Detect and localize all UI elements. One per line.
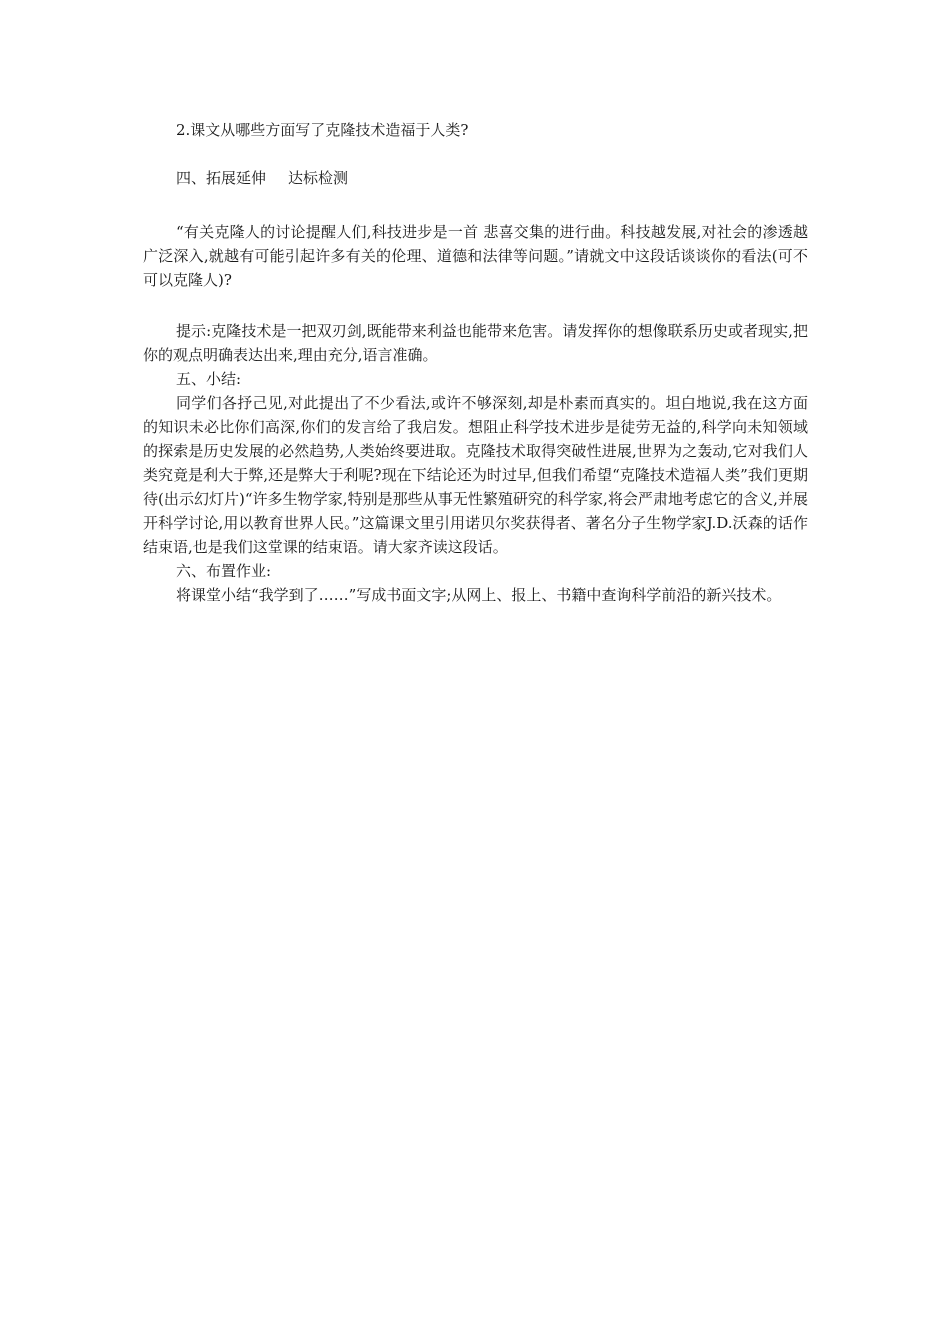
- section-5-heading: 五、小结:: [176, 370, 242, 388]
- document-page: [143, 118, 808, 607]
- section-4-heading: [143, 166, 808, 190]
- summary-paragraph: 同学们各抒己见,对此提出了不少看法,或许不够深刻,却是朴素而真实的。坦白地说,我在这方面的知识未必比你们高深,你们的发言给了我启发。想阻止科学技术进步是徒劳无益的,科学向未知领域的探索是历史发展的必然趋势,人类始终要进取。克隆技术取得突破性进展,世界为之轰动,它对我们人类究竟是利大于弊,还是弊大于利呢?现在下结论还为时过早,但我们希望“克隆技术造福人类”我们更期待(出示幻灯片)“许多生物学家,特别是那些从事无性繁殖研究的科学家,将会严肃地考虑它的含义,并展开科学讨论,用以教育世界人民。”这篇课文里引用诺贝尔奖获得者、著名分子生物学家J.D.沃森的话作结束语,也是我们这堂课的结束语。请大家齐读这段话。: [143, 394, 808, 556]
- section-4-title: 四、拓展延伸: [176, 169, 267, 187]
- question-2: 2.课文从哪些方面写了克隆技术造福于人类?: [176, 121, 469, 139]
- homework-paragraph: 将课堂小结“我学到了……”写成书面文字;从网上、报上、书籍中查询科学前沿的新兴技术。: [176, 586, 782, 604]
- section-6-heading: 六、布置作业:: [176, 562, 272, 580]
- quote-paragraph: “有关克隆人的讨论提醒人们,科技进步是一首 悲喜交集的进行曲。科技越发展,对社会的渗透越广泛深入,就越有可能引起许多有关的伦理、道德和法律等问题。”请就文中这段话谈谈你的看法(可不可以克隆人)?: [143, 223, 808, 289]
- section-4-subtitle: 达标检测: [288, 169, 349, 187]
- hint-paragraph: 提示:克隆技术是一把双刃剑,既能带来利益也能带来危害。请发挥你的想像联系历史或者现实,把你的观点明确表达出来,理由充分,语言准确。: [143, 322, 808, 364]
